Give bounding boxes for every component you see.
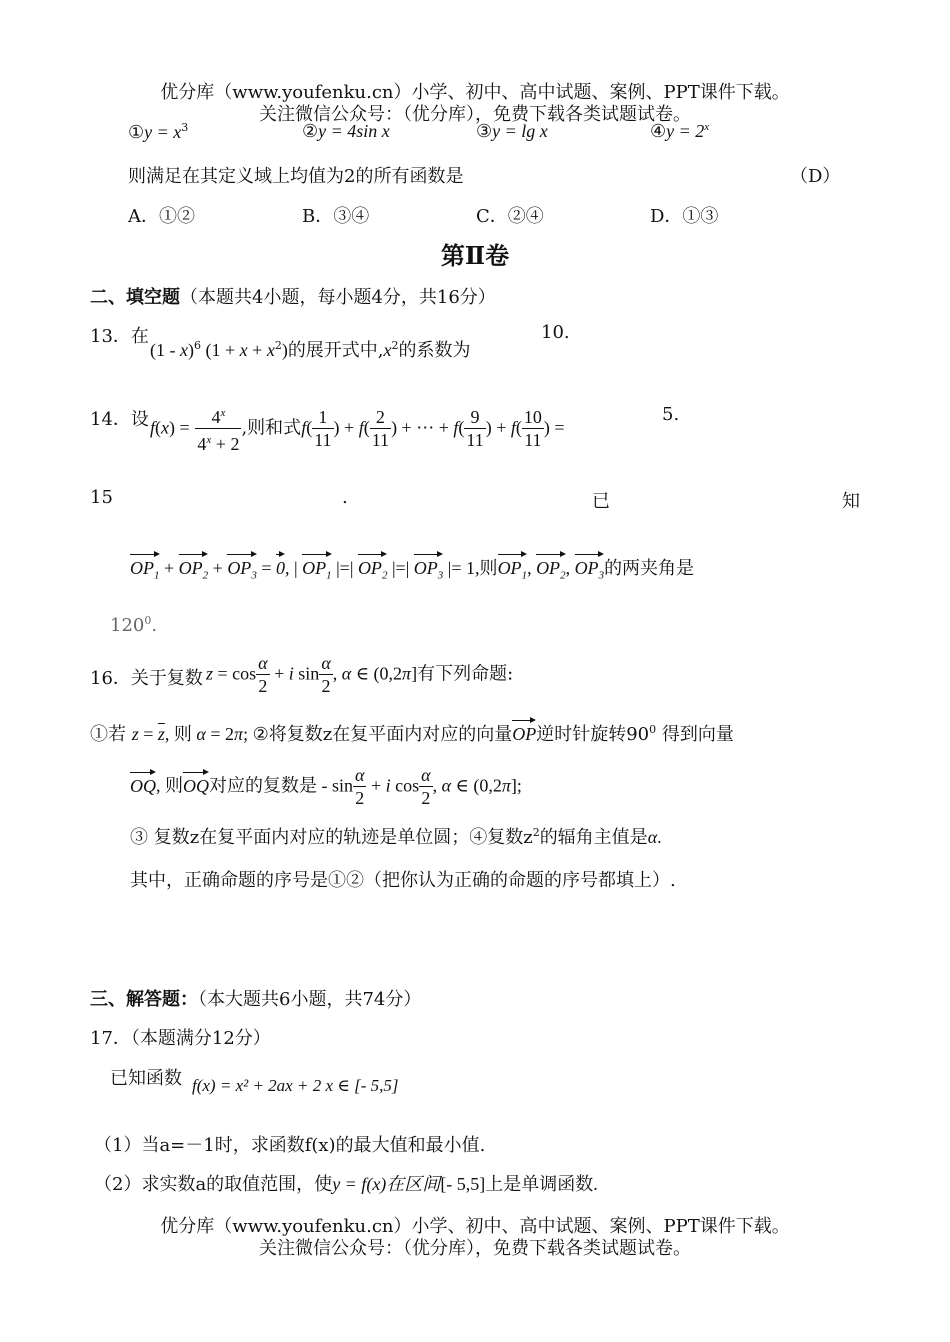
section2-heading: 二、填空题（本题共4小题，每小题4分，共16分） — [90, 287, 496, 308]
q16-number: 16．关于复数 — [90, 668, 203, 689]
q12-option-a: A．①② — [128, 206, 195, 227]
part2-title: 第Ⅱ卷 — [440, 241, 510, 270]
header-line-2: 关注微信公众号：（优分库），免费下载各类试题试卷。 — [259, 104, 691, 125]
q12-stem: 则满足在其定义域上均值为2的所有函数是 — [128, 166, 464, 187]
q15-dot: . — [342, 487, 348, 508]
q17-given: 已知函数 — [110, 1068, 182, 1089]
q14-answer: 5. — [662, 404, 680, 425]
q16-item-3: ③ 复数z在复平面内对应的轨迹是单位圆；④复数$z^2$的辐角主值是α. — [130, 826, 662, 848]
q16-expression: z = cos $\frac{\alpha}{2}$ + i sin $\frac{\alpha}{2}$ , α ∈ (0,2π]有下列命题: — [206, 653, 514, 696]
q12-function-1: ①y = $x^3$ — [128, 121, 189, 143]
header-line-1: 优分库（www.youfenku.cn）小学、初中、高中试题、案例、PPT课件下载。 — [160, 82, 790, 103]
q15-word-2: 知 — [842, 491, 860, 512]
q13-answer: 10. — [541, 322, 570, 343]
q15-word-1: 已 — [592, 491, 610, 512]
q12-option-c: C．②④ — [476, 206, 544, 227]
q16-item-1: ①若 $z = \overline{z}$, 则 α = 2π; ②将复数z在复平面内对应的向量OP逆时针旋转$90^0$ 得到向量 — [90, 718, 734, 746]
q15-condition: $OP_1 + OP_2 + OP_3 = 0$, | $OP_1$ |=| $OP_2$ |=| $OP_3$ |= 1,则$OP_1$, $OP_2$, $OP_3$的两夹角是 — [130, 552, 694, 582]
q12-function-3: ③y = lg x — [476, 121, 548, 142]
section3-heading: 三、解答题：（本大题共6小题，共74分） — [90, 989, 422, 1010]
q12-function-4: ④y = $2^x$ — [650, 121, 710, 142]
q12-function-2: ②y = 4sin x — [302, 121, 390, 142]
q14-expression: f(x) = $\frac{4^x}{4^x + 2}$ ,则和式f( $\frac{1}{11}$ ) + f( $\frac{2}{11}$ ) + ⋯ + f( $\frac{9}{11}$ ) + f( $\frac{10}{11}$ ) = — [150, 402, 565, 455]
q12-option-d: D．①③ — [650, 206, 719, 227]
q15-answer: $120^0$. — [110, 614, 158, 636]
q17-heading: 17．（本题满分12分） — [90, 1028, 271, 1049]
q17-part-2: （2）求实数a的取值范围，使y = f(x)在区间[- 5,5]上是单调函数. — [94, 1174, 598, 1195]
q13-expression: (1 - x)$^6$ $(1 + x + x^2)$的展开式中$,x^2$的系数为 — [150, 339, 471, 361]
q16-conclusion: 其中，正确命题的序号是①②（把你认为正确的命题的序号都填上）. — [130, 870, 676, 891]
q13-number: 13．在 — [90, 326, 149, 347]
q12-option-b: B．③④ — [302, 206, 370, 227]
q17-part-1: （1）当a=－1时，求函数f(x)的最大值和最小值. — [94, 1135, 486, 1156]
footer-line-2: 关注微信公众号：（优分库），免费下载各类试题试卷。 — [259, 1238, 691, 1259]
q15-number: 15 — [90, 487, 113, 508]
q17-function: f(x) = x² + 2ax + 2 x ∈ [- 5,5] — [192, 1076, 399, 1095]
q16-item-2: OQ, 则OQ对应的复数是 - sin $\frac{\alpha}{2}$ + i cos $\frac{\alpha}{2}$ , α ∈ (0,2π]; — [130, 765, 522, 808]
footer-line-1: 优分库（www.youfenku.cn）小学、初中、高中试题、案例、PPT课件下载。 — [160, 1216, 790, 1237]
q12-answer: （D） — [790, 166, 841, 187]
q14-number: 14．设 — [90, 409, 149, 430]
